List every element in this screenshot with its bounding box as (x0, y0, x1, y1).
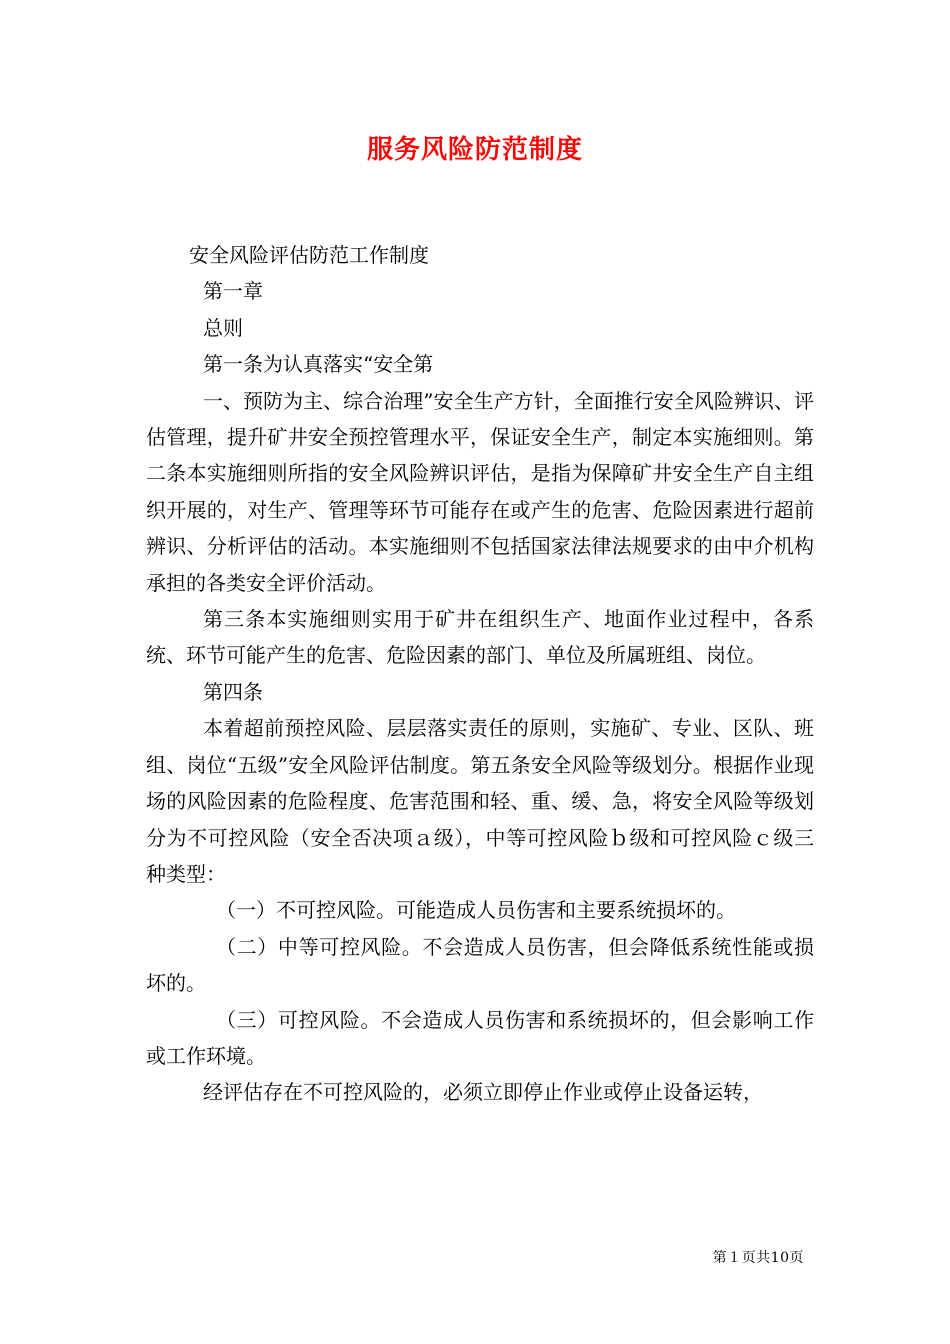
document-body (146, 237, 814, 1111)
paragraph-risk-b: （二）中等可控风险。不会造成人员伤害，但会降低系统性能或损坏的。 (146, 934, 814, 996)
paragraph-prevention: 一、预防为主、综合治理”安全生产方针，全面推行安全风险辨识、评估管理，提升矿井安全预控管理水平，保证安全生产，制定本实施细则。第二条本实施细则所指的安全风险辨识评估，是指为保障矿井安全生产自主组织开展的，对生产、管理等环节可能存在或产生的危害、危险因素进行超前辨识、分析评估的活动。本实施细则不包括国家法律法规要求的由中介机构承担的各类安全评价活动。 (146, 388, 814, 595)
paragraph-heading: 安全风险评估防范工作制度 (189, 243, 429, 267)
page-number: 第１页共10页 (712, 1250, 804, 1266)
paragraph-risk-a: （一）不可控风险。可能造成人员伤害和主要系统损坏的。 (216, 898, 736, 923)
paragraph-risk-c: （三）可控风险。不会造成人员伤害和系统损坏的，但会影响工作或工作环境。 (146, 1007, 814, 1068)
paragraph-five-levels: 本着超前预控风险、层层落实责任的原则，实施矿、专业、区队、班组、岗位“五级”安全风险评估制度。第五条安全风险等级划分。根据作业现场的风险因素的危险程度、危害范围和轻、重、缓、急，将安全风险等级划分为不可控风险（安全否决项ａ级），中等可控风险ｂ级和可控风险ｃ级三种类型： (146, 716, 814, 886)
paragraph-article-1: 第一条为认真落实“安全第 (203, 352, 434, 377)
paragraph-general-rules: 总则 (203, 315, 243, 340)
paragraph-evaluation: 经评估存在不可控风险的，必须立即停止作业或停止设备运转， (203, 1080, 763, 1105)
paragraph-article-3: 第三条本实施细则实用于矿井在组织生产、地面作业过程中，各系统、环节可能产生的危害、危险因素的部门、单位及所属班组、岗位。 (146, 607, 814, 668)
paragraph-article-4: 第四条 (203, 679, 263, 704)
paragraph-chapter: 第一章 (203, 279, 263, 304)
document-title: 服务风险防范制度 (366, 135, 583, 165)
